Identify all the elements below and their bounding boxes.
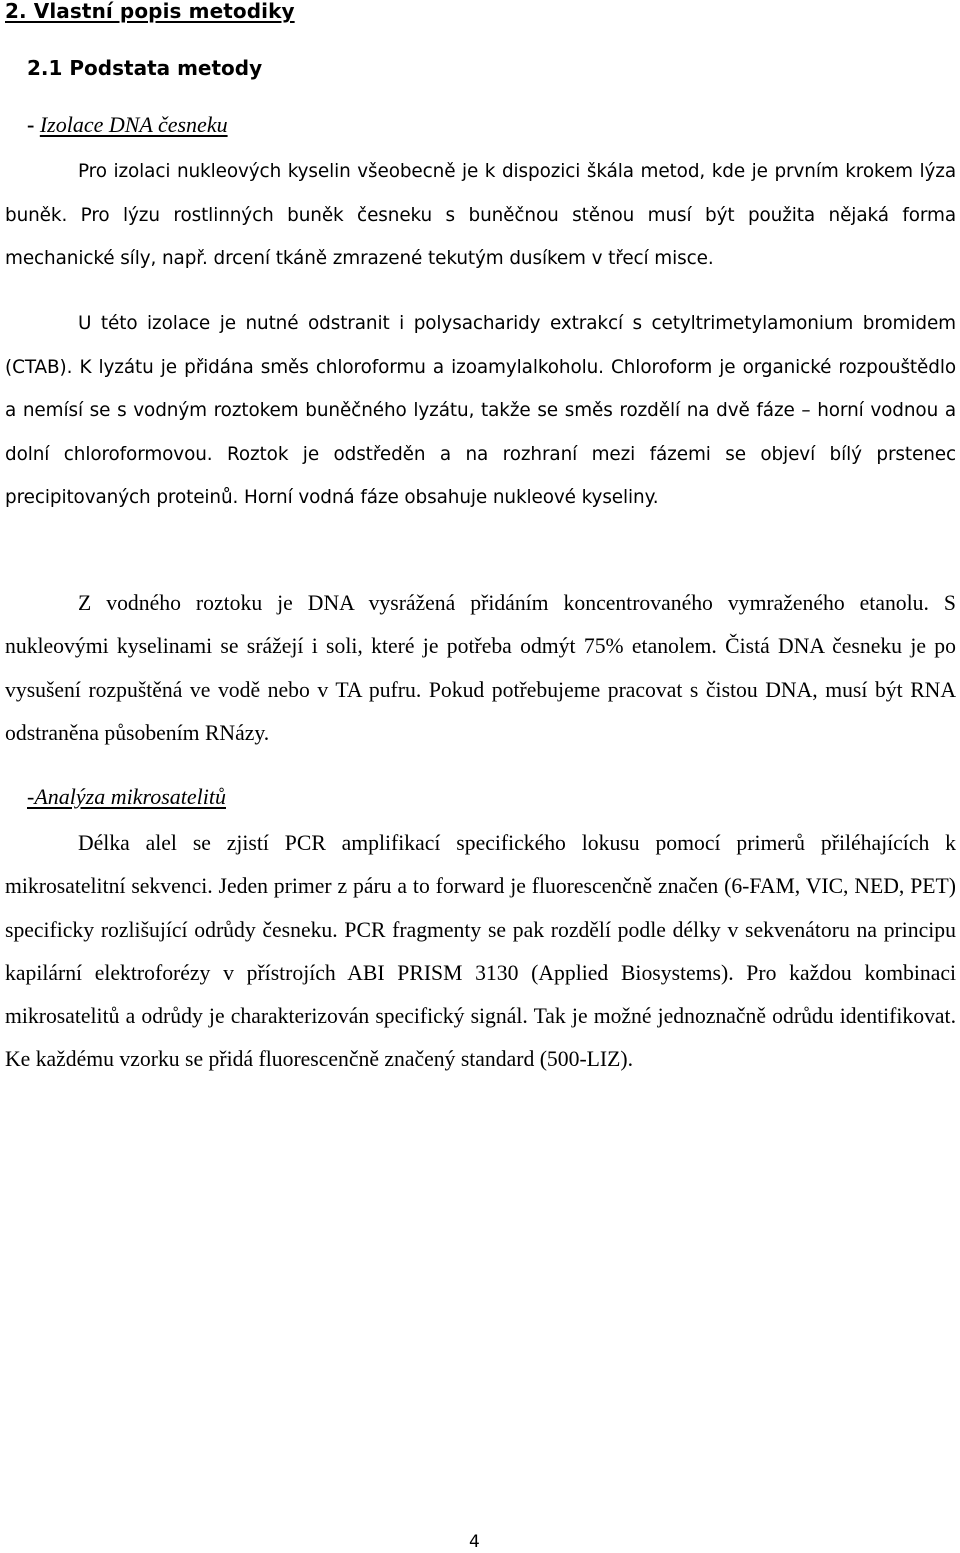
- isolation-subheading: [27, 112, 228, 138]
- isolation-subheading-title: Izolace DNA česneku: [39, 112, 228, 137]
- subsection-heading: 2.1 Podstata metody: [27, 56, 263, 80]
- paragraph-dna-precipitation: Z vodného roztoku je DNA vysrážená přidáním koncentrovaného vymraženého etanolu. S nukleovými kyselinami se srážejí i soli, které je potřeba odmýt 75% etanolem. Čistá DNA česneku je po vysušení rozpuštěná ve vodě nebo v TA pufru. Pokud potřebujeme pracovat s čistou DNA, musí být RNA odstraněna působením RNázy.: [5, 591, 956, 745]
- subheading-dash: -: [27, 112, 35, 137]
- page-number: 4: [469, 1532, 480, 1552]
- microsatellite-subheading: -Analýza mikrosatelitů: [27, 784, 226, 809]
- paragraph-lysis: Pro izolaci nukleových kyselin všeobecně je k dispozici škála metod, kde je prvním krokem lýza buněk. Pro lýzu rostlinných buněk česneku s buněčnou stěnou musí být použita nějaká forma mechanické síly, např. drcení tkáně zmrazené tekutým dusíkem v třecí misce.: [5, 161, 956, 269]
- section-heading: 2. Vlastní popis metodiky: [5, 0, 295, 23]
- paragraph-ctab-extraction: U této izolace je nutné odstranit i polysacharidy extrakcí s cetyltrimetylamonium bromidem (CTAB). K lyzátu je přidána směs chloroformu a izoamylalkoholu. Chloroform je organické rozpouštědlo a nemísí se s vodným roztokem buněčného lyzátu, takže se směs rozdělí na dvě fáze – horní vodnou a dolní chloroformovou. Roztok je odstředěn a na rozhraní mezi fázemi se objeví bílý prstenec precipitovaných proteinů. Horní vodná fáze obsahuje nukleové kyseliny.: [5, 313, 956, 508]
- paragraph-microsatellite-analysis: Délka alel se zjistí PCR amplifikací specifického lokusu pomocí primerů přiléhajících k mikrosatelitní sekvenci. Jeden primer z páru a to forward je fluorescenčně značen (6-FAM, VIC, NED, PET) specificky rozlišující odrůdy česneku. PCR fragmenty se pak rozdělí podle délky v sekvenátoru na principu kapilární elektroforézy v přístrojích ABI PRISM 3130 (Applied Biosystems). Pro každou kombinaci mikrosatelitů a odrůdy je charakterizován specifický signál. Tak je možné jednoznačně odrůdu identifikovat. Ke každému vzorku se přidá fluorescenčně značený standard (500-LIZ).: [5, 831, 956, 1072]
